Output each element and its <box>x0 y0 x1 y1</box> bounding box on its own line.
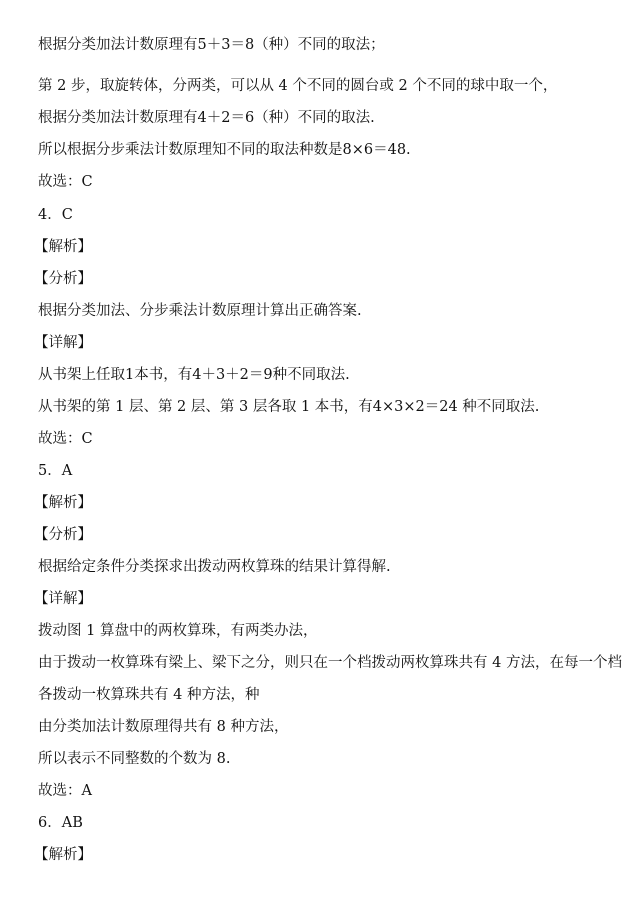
section-heading-reasoning: 【分析】 <box>34 271 92 287</box>
section-heading-analysis: 【解析】 <box>34 495 92 511</box>
section-heading-details: 【详解】 <box>34 591 92 607</box>
text-line: 根据给定条件分类探求出拨动两枚算珠的结果计算得解. <box>38 559 391 575</box>
question-number: 6．AB <box>38 815 83 831</box>
section-heading-analysis: 【解析】 <box>34 239 92 255</box>
text-line: 第 2 步，取旋转体，分两类，可以从 4 个不同的圆台或 2 个不同的球中取一个， <box>38 78 558 94</box>
section-heading-analysis: 【解析】 <box>34 847 92 863</box>
text-line: 由于拨动一枚算珠有梁上、梁下之分，则只在一个档拨动两枚算珠共有 4 方法，在每一个档 <box>38 655 622 671</box>
question-number: 5．A <box>38 463 73 479</box>
text-line: 各拨动一枚算珠共有 4 种方法，种 <box>38 687 260 703</box>
text-line: 从书架上任取1本书，有4＋3＋2＝9种不同取法. <box>38 367 350 383</box>
question-number: 4．C <box>38 207 73 223</box>
section-heading-details: 【详解】 <box>34 335 92 351</box>
answer-line: 故选：C <box>38 174 93 190</box>
text-line: 拨动图 1 算盘中的两枚算珠，有两类办法， <box>38 623 318 639</box>
text-line: 从书架的第 1 层、第 2 层、第 3 层各取 1 本书，有4×3×2＝24 种不同取法. <box>38 399 540 415</box>
text-line: 所以表示不同整数的个数为 8. <box>38 751 231 767</box>
text-line: 由分类加法计数原理得共有 8 种方法， <box>38 719 289 735</box>
text-line: 所以根据分步乘法计数原理知不同的取法种数是8×6＝48. <box>38 142 411 158</box>
section-heading-reasoning: 【分析】 <box>34 527 92 543</box>
text-line: 根据分类加法计数原理有5＋3＝8（种）不同的取法； <box>38 37 385 53</box>
text-line: 根据分类加法计数原理有4＋2＝6（种）不同的取法. <box>38 110 375 126</box>
answer-line: 故选：C <box>38 431 93 447</box>
answer-line: 故选：A <box>38 783 92 799</box>
text-line: 根据分类加法、分步乘法计数原理计算出正确答案. <box>38 303 362 319</box>
